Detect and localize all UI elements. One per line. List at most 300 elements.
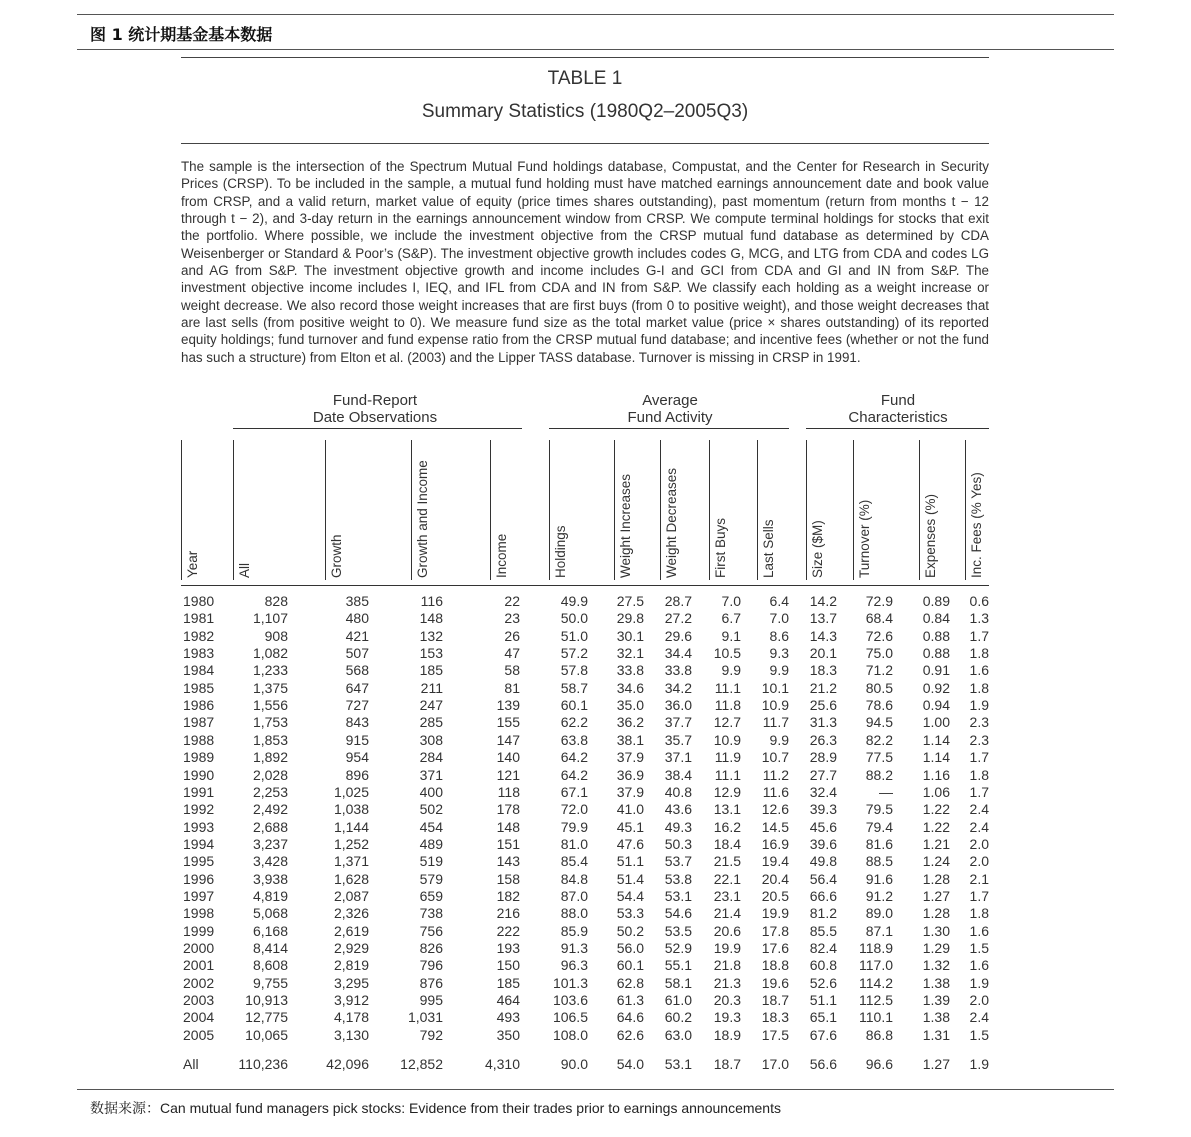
table-cell: 57.8 [560, 662, 588, 679]
column-divider [490, 440, 491, 580]
table-cell: 116 [420, 593, 443, 609]
column-header-label: Last Sells [761, 519, 776, 578]
table-cell: 826 [419, 940, 443, 956]
table-cell: 39.6 [809, 835, 837, 852]
table-cell: 6,168 [252, 922, 288, 939]
table-cell: 38.1 [616, 731, 644, 748]
column-header-label: Weight Decreases [664, 467, 679, 578]
table-cell: 1.5 [969, 940, 989, 956]
table-cell: 49.3 [664, 818, 692, 835]
table-cell: 1.6 [969, 662, 989, 679]
column-divider [757, 440, 758, 580]
table-cell: 91.3 [560, 940, 588, 956]
table-cell: 21.3 [713, 974, 741, 991]
table-cell: 32.1 [616, 645, 644, 662]
table-cell: 39.3 [809, 801, 837, 818]
table-cell: 12,775 [245, 1009, 288, 1026]
table-cell: 3,295 [333, 974, 369, 991]
table-cell: 153 [419, 645, 443, 662]
table-cell: 47.6 [616, 835, 644, 852]
table-cell: 34.6 [616, 679, 644, 696]
table-cell: 18.8 [761, 957, 789, 974]
table-cell: 106.5 [552, 1009, 588, 1026]
source-text: Can mutual fund managers pick stocks: Evidence from their trades prior to earnings announcements [160, 1100, 781, 1116]
table-cell: 20.4 [761, 870, 789, 887]
table-cell: 72.6 [865, 627, 893, 644]
table-cell: 32.4 [809, 783, 837, 800]
table-cell: 61.3 [616, 992, 644, 1009]
table-cell: 7.0 [769, 610, 789, 627]
table-cell: 88.2 [865, 766, 893, 783]
row-year: 1997 [183, 887, 215, 904]
table-cell: 1.31 [922, 1026, 950, 1043]
table-cell: 1.28 [922, 905, 950, 922]
table-cell: 4,310 [484, 1056, 520, 1072]
table-cell: 2,253 [252, 783, 288, 800]
table-cell: 3,912 [333, 992, 369, 1009]
row-year: 1980 [183, 593, 215, 609]
table-cell: 1.7 [969, 627, 989, 644]
table-cell: 36.0 [664, 697, 692, 714]
table-cell: 1.9 [969, 697, 989, 714]
table-cell: 110.1 [859, 1009, 893, 1026]
table-cell: 58.7 [560, 679, 588, 696]
table-cell: 53.3 [616, 905, 644, 922]
row-year: 2005 [183, 1026, 215, 1043]
row-year: 1982 [183, 627, 215, 644]
table-cell: 0.88 [922, 627, 950, 644]
table-caption: Summary Statistics (1980Q2–2005Q3) [421, 101, 749, 122]
table-cell: 18.9 [713, 1026, 741, 1043]
table-cell: 1.16 [922, 766, 950, 783]
table-cell: 285 [419, 714, 443, 731]
table-cell: 222 [496, 922, 520, 939]
table-cell: 53.5 [664, 922, 692, 939]
table-cell: 489 [419, 835, 443, 852]
table-cell: 1.22 [922, 818, 950, 835]
table-cell: 90.0 [560, 1056, 588, 1072]
table-cell: 64.2 [560, 749, 588, 766]
table-cell: 308 [419, 731, 443, 748]
table-cell: 26.3 [809, 731, 837, 748]
table-cell: 148 [419, 610, 443, 627]
table-cell: 20.1 [809, 645, 837, 662]
group-header-line: Fund-Report [332, 392, 418, 409]
table-cell: 51.0 [560, 627, 588, 644]
table-cell: 16.2 [713, 818, 741, 835]
table-cell: 11.1 [714, 766, 741, 783]
table-cell: 158 [496, 870, 520, 887]
table-cell: 91.6 [865, 870, 893, 887]
table-cell: 3,130 [333, 1026, 369, 1043]
table-cell: 30.1 [616, 627, 644, 644]
table-cell: 0.84 [922, 610, 950, 627]
table-cell: 1.7 [969, 783, 989, 800]
table-cell: 792 [419, 1026, 443, 1043]
table-cell: — [879, 783, 893, 800]
group-header-line: Characteristics [848, 409, 948, 426]
table-cell: 71.2 [865, 662, 893, 679]
table-cell: 29.8 [616, 610, 644, 627]
table-cell: 68.4 [865, 610, 893, 627]
table-cell: 81 [504, 679, 520, 696]
table-cell: 150 [496, 957, 520, 974]
table-cell: 371 [419, 766, 443, 783]
column-header-label: Growth and Income [415, 460, 430, 578]
table-cell: 117.0 [859, 957, 893, 974]
table-cell: 6.7 [721, 610, 741, 627]
row-year: 1995 [183, 853, 215, 870]
table-cell: 140 [496, 749, 520, 766]
table-cell: 727 [345, 697, 369, 714]
table-cell: 4,178 [333, 1009, 369, 1026]
table-cell: 1.6 [969, 922, 989, 939]
table-cell: 33.8 [664, 662, 692, 679]
source-line [90, 1098, 781, 1118]
table-cell: 26 [504, 627, 520, 644]
table-cell: 1.38 [922, 1009, 950, 1026]
group-rule-fund-characteristics [806, 428, 989, 429]
table-cell: 29.6 [664, 627, 692, 644]
table-cell: 9.1 [721, 627, 741, 644]
table-cell: 21.8 [713, 957, 741, 974]
table-cell: 61.0 [664, 992, 692, 1009]
table-cell: 21.4 [713, 905, 741, 922]
table-cell: 1.14 [922, 749, 950, 766]
table-cell: 94.5 [865, 714, 893, 731]
table-cell: 0.92 [922, 679, 950, 696]
table-cell: 49.9 [560, 593, 588, 609]
table-cell: 51.1 [809, 992, 837, 1009]
row-year: 1985 [183, 679, 215, 696]
table-cell: 8.6 [769, 627, 789, 644]
table-cell: 41.0 [616, 801, 644, 818]
table-cell: 27.5 [616, 593, 644, 609]
table-cell: 22.1 [713, 870, 741, 887]
table-cell: 54.0 [616, 1056, 644, 1072]
table-cell: 42,096 [326, 1056, 369, 1072]
table-cell: 53.1 [664, 1056, 692, 1072]
table-cell: 1,031 [407, 1009, 443, 1026]
table-cell: 2.4 [969, 1009, 989, 1026]
table-cell: 88.0 [560, 905, 588, 922]
table-cell: 11.8 [714, 697, 741, 714]
column-divider [549, 440, 550, 580]
table-cell: 0.94 [922, 697, 950, 714]
table-cell: 13.7 [809, 610, 837, 627]
row-year: 1989 [183, 749, 215, 766]
table-cell: 60.1 [560, 697, 588, 714]
table-cell: 21.2 [809, 679, 837, 696]
table-cell: 25.6 [809, 697, 837, 714]
table-cell: 1,233 [252, 662, 288, 679]
table-cell: 37.1 [664, 749, 692, 766]
column-divider [233, 440, 234, 580]
table-cell: 18.4 [713, 835, 741, 852]
table-cell: 62.8 [616, 974, 644, 991]
table-cell: 1.28 [922, 870, 950, 887]
table-cell: 45.6 [809, 818, 837, 835]
table-cell: 35.0 [616, 697, 644, 714]
table-cell: 1.9 [969, 974, 989, 991]
table-cell: 56.0 [616, 940, 644, 956]
table-cell: 17.6 [761, 940, 789, 956]
table-cell: 50.0 [560, 610, 588, 627]
table-cell: 2.3 [969, 731, 989, 748]
table-cell: 55.1 [664, 957, 692, 974]
table-cell: 27.7 [809, 766, 837, 783]
table-cell: 178 [496, 801, 520, 818]
table-cell: 1.06 [922, 783, 950, 800]
table-cell: 1.21 [922, 835, 950, 852]
table-cell: 35.7 [664, 731, 692, 748]
table-cell: 1,144 [333, 818, 369, 835]
table-cell: 43.6 [664, 801, 692, 818]
column-divider [660, 440, 661, 580]
table-cell: 1.8 [969, 905, 989, 922]
row-year: 1988 [183, 731, 215, 748]
table-cell: 6.4 [769, 593, 789, 609]
table-cell: 57.2 [560, 645, 588, 662]
table-cell: 22 [504, 593, 520, 609]
table-cell: 1.7 [969, 749, 989, 766]
table-cell: 81.2 [809, 905, 837, 922]
source-label: 数据来源： [90, 1101, 160, 1117]
table-cell: 216 [496, 905, 520, 922]
column-header-label: Holdings [553, 525, 568, 578]
table-cell: 84.8 [560, 870, 588, 887]
table-cell: 12.7 [713, 714, 741, 731]
top-rule [77, 14, 1114, 15]
table-label: TABLE 1 [547, 68, 623, 89]
table-cell: 3,237 [252, 835, 288, 852]
table-cell: 34.2 [664, 679, 692, 696]
table-cell: 1.24 [922, 853, 950, 870]
table-cell: 17.5 [761, 1026, 789, 1043]
table-cell: 19.9 [713, 940, 741, 956]
table-cell: 62.2 [560, 714, 588, 731]
table-cell: 62.6 [616, 1026, 644, 1043]
table-cell: 40.8 [664, 783, 692, 800]
table-cell: 2,819 [333, 957, 369, 974]
table-cell: 82.2 [865, 731, 893, 748]
table-cell: 60.8 [809, 957, 837, 974]
table-cell: 14.5 [761, 818, 789, 835]
table-cell: 1,082 [252, 645, 288, 662]
table-cell: 493 [496, 1009, 520, 1026]
table-cell: 2.4 [969, 818, 989, 835]
table-cell: 58.1 [664, 974, 692, 991]
table-cell: 47 [504, 645, 520, 662]
column-divider [411, 440, 412, 580]
table-cell: 139 [496, 697, 520, 714]
figure-title: 图 1 统计期基金基本数据 [90, 25, 273, 44]
table-cell: 14.2 [809, 593, 837, 609]
table-cell: 480 [345, 610, 369, 627]
table-cell: 148 [496, 818, 520, 835]
table-cell: 63.8 [560, 731, 588, 748]
table-cell: 1.27 [922, 1056, 950, 1072]
table-cell: 1.5 [969, 1026, 989, 1043]
table-cell: 53.7 [664, 853, 692, 870]
table-cell: 7.0 [721, 593, 741, 609]
table-cell: 1,753 [252, 714, 288, 731]
table-cell: 18.3 [761, 1009, 789, 1026]
table-cell: 19.4 [761, 853, 789, 870]
table-cell: 80.5 [865, 679, 893, 696]
table-cell: 908 [264, 627, 288, 644]
table-cell: 51.1 [616, 853, 644, 870]
table-cell: 36.9 [616, 766, 644, 783]
table-top-rule [181, 57, 989, 58]
table-cell: 1.14 [922, 731, 950, 748]
row-year: 1993 [183, 818, 215, 835]
table-cell: 143 [496, 853, 520, 870]
header-rule [181, 585, 989, 586]
table-cell: 45.1 [616, 818, 644, 835]
table-cell: 2.4 [969, 801, 989, 818]
table-cell: 23 [504, 610, 520, 627]
table-cell: 1.8 [969, 679, 989, 696]
table-cell: 659 [419, 887, 443, 904]
table-cell: 1,892 [252, 749, 288, 766]
table-description: The sample is the intersection of the Spectrum Mutual Fund holdings database, Compustat, and the Center for Research in Security Prices (CRSP). To be included in the sample, a mutual fund holding must have matched earnings announcement date and book value from CRSP, and a valid return, market value of equity (price times shares outstanding), past momentum (return from months t − 12 through t − 2), and 3-day return in the earnings announcement window from CRSP. We compute terminal holdings for stocks that exit the portfolio. Where possible, we include the investment objective from the CRSP mutual fund database as determined by CDA Weisenberger or Standard & Poor’s (S&P). The investment objective growth includes codes G, MCG, and LTG from CDA and codes LG and AG from S&P. The investment objective growth and income includes G-I and GCI from CDA and GI and IN from S&P. The investment objective income includes I, IEQ, and IFL from CDA and IN from S&P. We classify each holding as a weight increase or weight decrease. We also record those weight increases that are first buys (from 0 to positive weight), and those weight decreases that are last sells (from positive weight to 0). We measure fund size as the total market value (price × shares outstanding) of its reported equity holdings; fund turnover and fund expense ratio from the CRSP mutual fund database; and incentive fees (whether or not the fund has such a structure) from Elton et al. (2003) and the Lipper TASS database. Turnover is missing in CRSP in 1991. [181, 159, 989, 365]
table-cell: 2,326 [333, 905, 369, 922]
table-cell: 10.1 [761, 679, 789, 696]
table-cell: 0.6 [969, 593, 989, 609]
table-cell: 1.22 [922, 801, 950, 818]
column-header-label: Growth [329, 534, 344, 578]
table-cell: 85.5 [809, 922, 837, 939]
column-header-label: Year [185, 550, 200, 578]
table-cell: 10,913 [245, 992, 288, 1009]
column-divider [965, 440, 966, 580]
table-cell: 67.6 [809, 1026, 837, 1043]
table-cell: 64.6 [616, 1009, 644, 1026]
table-cell: 1.27 [922, 887, 950, 904]
table-cell: 2,929 [333, 940, 369, 956]
table-cell: 60.2 [664, 1009, 692, 1026]
table-cell: 1.32 [922, 957, 950, 974]
table-cell: 37.9 [616, 783, 644, 800]
caption-rule [181, 143, 989, 144]
table-cell: 8,414 [252, 940, 288, 956]
table-cell: 421 [345, 627, 369, 644]
table-cell: 33.8 [616, 662, 644, 679]
table-cell: 185 [419, 662, 443, 679]
table-cell: 738 [419, 905, 443, 922]
table-cell: 568 [345, 662, 369, 679]
table-cell: 18.7 [761, 992, 789, 1009]
table-cell: 5,068 [252, 905, 288, 922]
table-cell: 66.6 [809, 887, 837, 904]
row-year: 1981 [183, 610, 215, 627]
column-header-label: Income [494, 533, 509, 578]
table-cell: 11.1 [714, 679, 741, 696]
table-cell: 103.6 [552, 992, 588, 1009]
table-cell: 86.8 [865, 1026, 893, 1043]
table-cell: 52.6 [809, 974, 837, 991]
table-cell: 1,038 [333, 801, 369, 818]
table-cell: 96.6 [865, 1056, 893, 1072]
column-divider [181, 440, 182, 580]
table-cell: 132 [419, 627, 443, 644]
table-cell: 1.30 [922, 922, 950, 939]
column-divider [325, 440, 326, 580]
table-cell: 85.4 [560, 853, 588, 870]
table-cell: 9.9 [769, 662, 789, 679]
table-cell: 87.0 [560, 887, 588, 904]
table-cell: 65.1 [809, 1009, 837, 1026]
group-header-line: Fund Activity [627, 409, 713, 426]
table-cell: 54.4 [616, 887, 644, 904]
table-cell: 12.6 [761, 801, 789, 818]
table-cell: 2,087 [333, 887, 369, 904]
table-cell: 16.9 [761, 835, 789, 852]
row-year: All [183, 1056, 199, 1072]
table-cell: 72.9 [865, 593, 893, 609]
table-cell: 64.2 [560, 766, 588, 783]
table-cell: 23.1 [713, 887, 741, 904]
table-cell: 2,028 [252, 766, 288, 783]
table-cell: 954 [345, 749, 369, 766]
table-cell: 1,371 [333, 853, 369, 870]
table-cell: 50.3 [664, 835, 692, 852]
table-cell: 11.2 [762, 766, 789, 783]
table-cell: 52.9 [664, 940, 692, 956]
table-cell: 78.6 [865, 697, 893, 714]
table-cell: 9.3 [769, 645, 789, 662]
row-year: 1987 [183, 714, 215, 731]
table-cell: 284 [419, 749, 443, 766]
row-year: 1986 [183, 697, 215, 714]
table-cell: 110,236 [238, 1056, 288, 1072]
table-cell: 77.5 [865, 749, 893, 766]
row-year: 2001 [183, 957, 215, 974]
table-cell: 8,608 [252, 957, 288, 974]
group-header-line: Average [642, 392, 698, 409]
column-header-label: All [237, 562, 252, 578]
table-cell: 1,025 [333, 783, 369, 800]
table-cell: 79.5 [865, 801, 893, 818]
table-cell: 1.8 [969, 645, 989, 662]
table-cell: 34.4 [664, 645, 692, 662]
column-divider [709, 440, 710, 580]
table-cell: 519 [419, 853, 443, 870]
column-header-label: First Buys [713, 517, 728, 578]
table-cell: 85.9 [560, 922, 588, 939]
table-cell: 10.7 [761, 749, 789, 766]
table-cell: 72.0 [560, 801, 588, 818]
table-cell: 11.6 [762, 783, 789, 800]
table-cell: 54.6 [664, 905, 692, 922]
table-cell: 1.29 [922, 940, 950, 956]
table-cell: 1,107 [252, 610, 288, 627]
table-cell: 63.0 [664, 1026, 692, 1043]
column-header-label: Expenses (%) [923, 493, 938, 578]
table-cell: 3,428 [252, 853, 288, 870]
bottom-rule [77, 1089, 1114, 1090]
title-rule [77, 49, 1114, 50]
table-cell: 79.9 [560, 818, 588, 835]
group-header-line: Date Observations [312, 409, 438, 426]
table-cell: 10,065 [245, 1026, 288, 1043]
table-cell: 53.1 [664, 887, 692, 904]
table-cell: 17.8 [761, 922, 789, 939]
table-cell: 108.0 [552, 1026, 588, 1043]
table-cell: 114.2 [859, 974, 893, 991]
table-cell: 796 [419, 957, 443, 974]
